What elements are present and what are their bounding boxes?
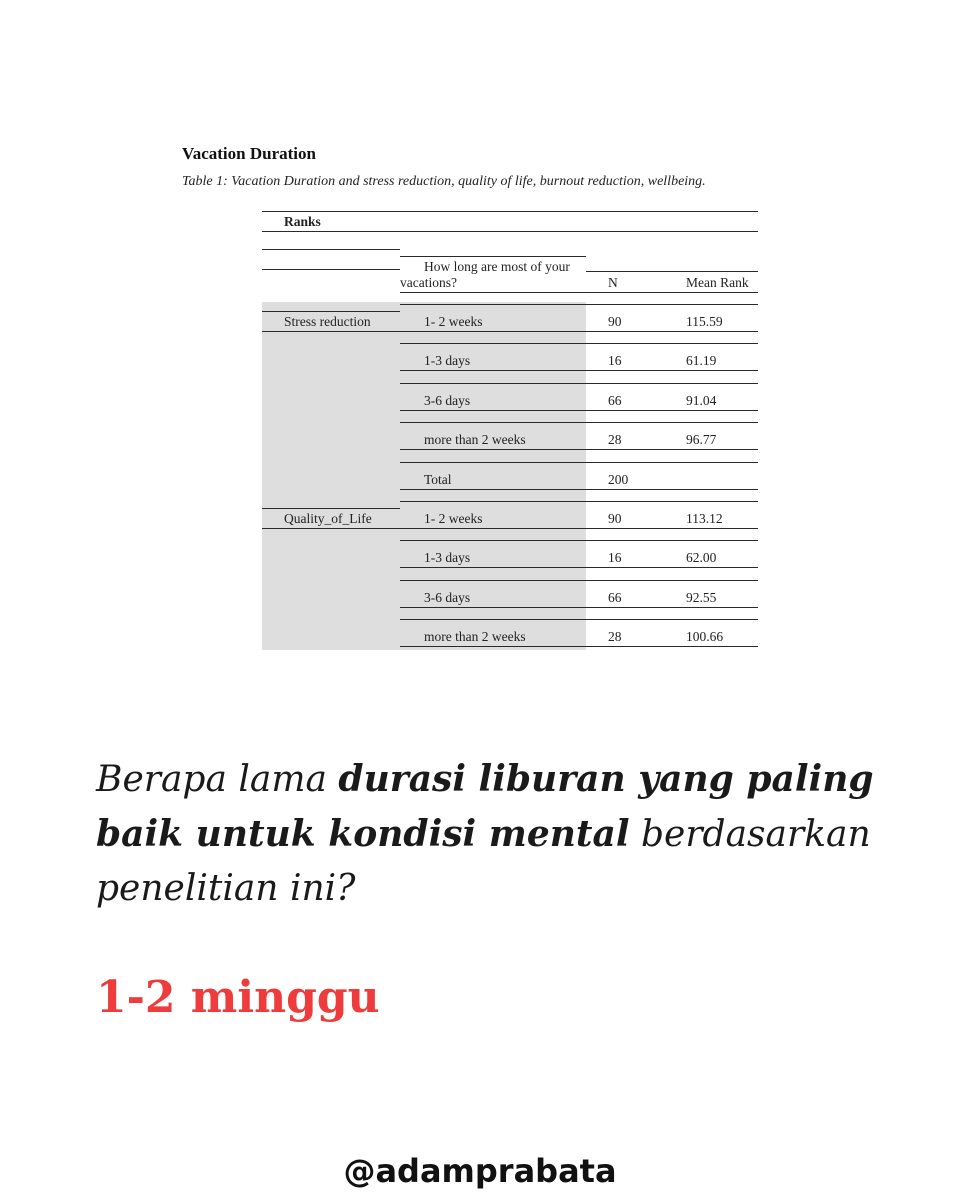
row-duration: 1-3 days [424,353,471,369]
row-mean-rank: 113.12 [686,511,723,526]
row-duration: more than 2 weeks [424,629,526,645]
row-top-rule [400,540,758,541]
row-duration: more than 2 weeks [424,432,526,448]
question-emphasis: durasi liburan yang paling baik untuk kondisi mental [96,758,874,855]
row-duration: Total [424,471,452,487]
group-label: Quality_of_Life [284,511,372,526]
header-duration-question: How long are most of your [424,259,570,274]
header-rule-mid-1 [400,256,586,257]
row-n: 200 [608,471,629,487]
row-duration: 1- 2 weeks [424,314,483,329]
row-top-rule [400,501,758,502]
row-bottom-rule [400,607,758,608]
row-duration: 3-6 days [424,392,471,408]
row-mean-rank: 100.66 [686,629,724,645]
row-n: 28 [608,629,622,645]
group-label: Stress reduction [284,314,371,329]
row-top-rule [400,422,758,423]
table-top-rule [262,211,758,212]
row-n: 66 [608,589,622,605]
row-mean-rank: 61.19 [686,353,717,369]
row-top-rule [400,304,758,305]
header-rule-left-2 [262,269,400,270]
row-mean-rank: 92.55 [686,589,717,605]
row-top-rule [400,619,758,620]
row-n: 16 [608,550,622,566]
header-mean-rank: Mean Rank [686,275,749,290]
question-part-1: Berapa lama [96,759,339,800]
group-label-bottom-rule [262,528,400,529]
row-bottom-rule [400,528,758,529]
row-n: 16 [608,353,622,369]
row-bottom-rule [400,489,758,490]
row-bottom-rule [400,410,758,411]
row-mean-rank: 115.59 [686,314,723,329]
header-rule-right [586,271,758,272]
row-duration: 3-6 days [424,589,471,605]
row-duration: 1-3 days [424,550,471,566]
row-mean-rank: 91.04 [686,392,717,408]
row-bottom-rule [400,331,758,332]
row-mean-rank: 62.00 [686,550,717,566]
group-label-bottom-rule [262,331,400,332]
row-n: 66 [608,392,622,408]
header-rule-left-1 [262,249,400,250]
answer-text: 1-2 minggu [96,972,380,1023]
row-mean-rank: 96.77 [686,432,717,448]
row-top-rule [400,462,758,463]
question-text [96,752,896,916]
group-top-rule [262,311,400,312]
row-n: 90 [608,314,622,329]
header-n: N [608,275,618,290]
header-duration-question-2: vacations? [400,275,457,290]
author-handle: @adamprabata [343,1152,617,1190]
row-n: 90 [608,511,622,526]
table-title: Ranks [284,214,321,229]
document-heading: Vacation Duration [182,144,316,163]
row-bottom-rule [400,646,758,647]
row-top-rule [400,383,758,384]
table-caption: Table 1: Vacation Duration and stress reduction, quality of life, burnout reduction, wellbeing. [182,174,706,189]
title-bottom-rule [262,231,758,232]
group-top-rule [262,508,400,509]
row-duration: 1- 2 weeks [424,511,483,526]
label-column-shade [262,302,400,650]
question-part-3: berdasarkan penelitian ini? [96,814,871,909]
header-bottom-rule [400,292,758,293]
row-bottom-rule [400,449,758,450]
row-top-rule [400,343,758,344]
row-bottom-rule [400,370,758,371]
row-top-rule [400,580,758,581]
row-bottom-rule [400,567,758,568]
row-n: 28 [608,432,622,448]
